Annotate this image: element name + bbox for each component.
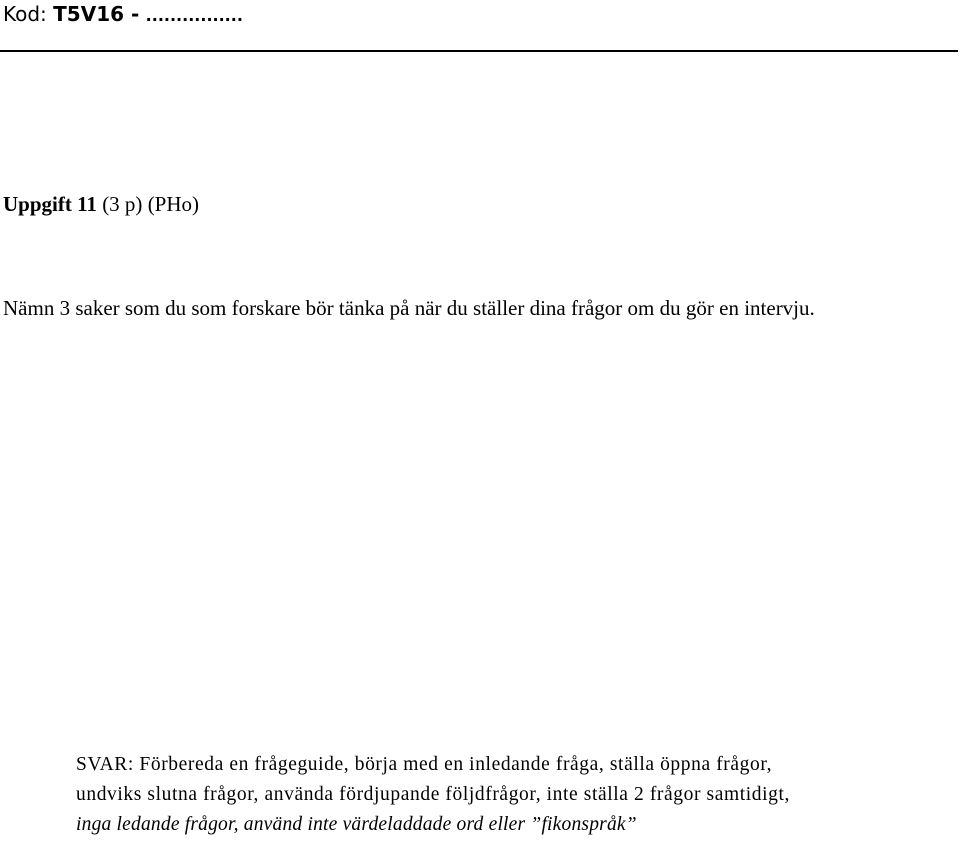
code-blank: ................ xyxy=(145,6,243,25)
code-value: T5V16 - xyxy=(53,2,140,26)
answer-line-3: inga ledande frågor, använd inte värdeladdade ord eller ”fikonspråk” xyxy=(76,814,637,835)
code-label: Kod: xyxy=(3,2,47,26)
task-points: (3 p) xyxy=(102,192,143,216)
exam-code-header xyxy=(3,0,243,30)
task-author: (PHo) xyxy=(147,192,200,216)
answer-line-2: undviks slutna frågor, använda fördjupande följdfrågor, inte ställa 2 frågor samtidigt, xyxy=(76,784,790,805)
task-label: Uppgift 11 xyxy=(3,192,97,216)
header-divider xyxy=(0,50,958,52)
task-title xyxy=(3,191,199,217)
answer-line-1: SVAR: Förbereda en frågeguide, börja med en inledande fråga, ställa öppna frågor, xyxy=(76,754,773,775)
answer-block xyxy=(76,750,956,840)
question-text: Nämn 3 saker som du som forskare bör tänka på när du ställer dina frågor om du gör en intervju. xyxy=(3,296,815,320)
